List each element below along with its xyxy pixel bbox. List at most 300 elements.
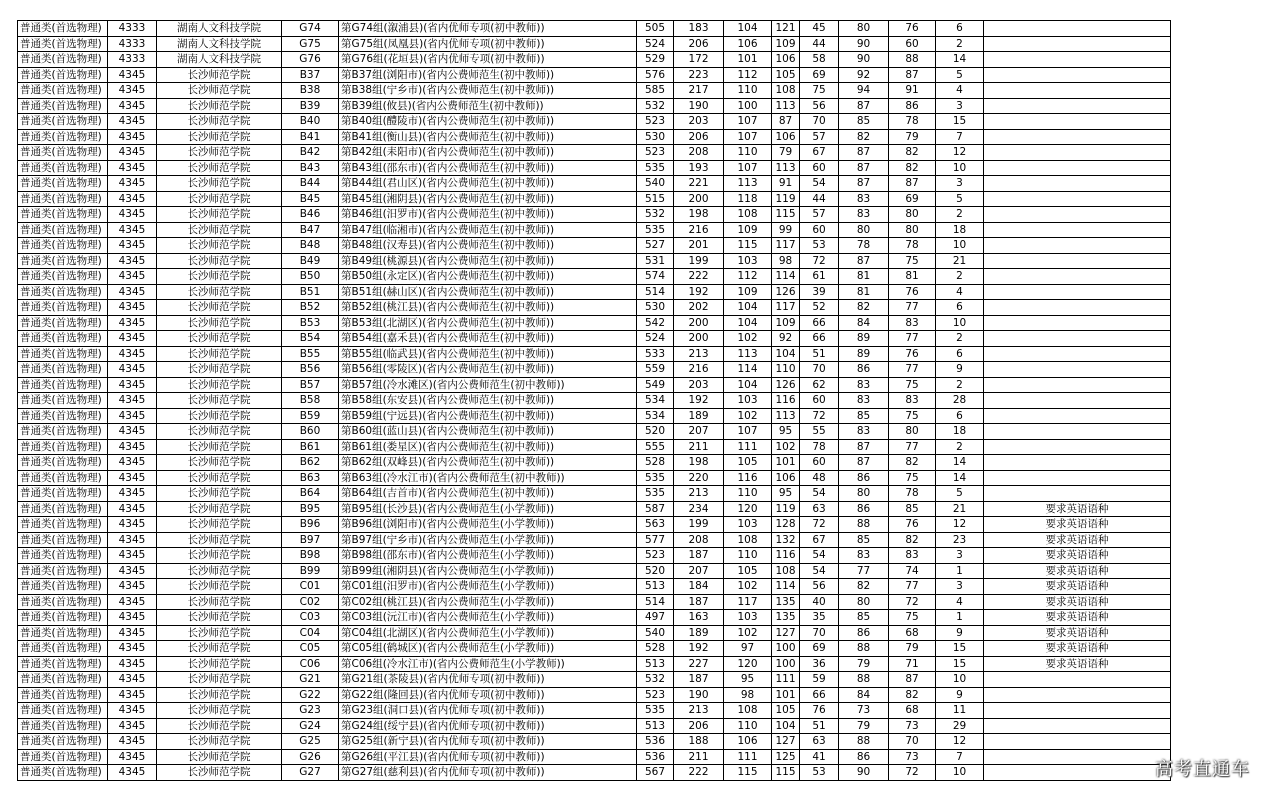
cell-remark	[984, 145, 1171, 161]
cell-physics: 60	[800, 222, 839, 238]
cell-plan-count: 2	[936, 207, 984, 223]
cell-physics: 72	[800, 253, 839, 269]
cell-remark	[984, 36, 1171, 52]
cell-foreign-lang: 135	[772, 594, 800, 610]
cell-plan-count: 15	[936, 641, 984, 657]
cell-min-score: 514	[637, 284, 674, 300]
cell-min-score: 559	[637, 362, 674, 378]
cell-subject1: 90	[839, 52, 889, 68]
cell-category: 普通类(首选物理)	[18, 67, 108, 83]
cell-subject1: 89	[839, 331, 889, 347]
cell-school-code: 4345	[108, 517, 157, 533]
table-row	[18, 486, 1171, 502]
cell-school-code: 4345	[108, 346, 157, 362]
cell-school-name: 长沙师范学院	[157, 222, 282, 238]
cell-math: 108	[724, 207, 772, 223]
cell-remark	[984, 672, 1171, 688]
cell-category: 普通类(首选物理)	[18, 749, 108, 765]
cell-min-score: 587	[637, 501, 674, 517]
table-row	[18, 129, 1171, 145]
cell-chinese: 172	[674, 52, 724, 68]
cell-subject1: 87	[839, 145, 889, 161]
cell-chinese: 189	[674, 408, 724, 424]
cell-category: 普通类(首选物理)	[18, 377, 108, 393]
table-row	[18, 687, 1171, 703]
cell-chinese: 234	[674, 501, 724, 517]
cell-physics: 70	[800, 114, 839, 130]
cell-school-code: 4345	[108, 253, 157, 269]
cell-math: 102	[724, 408, 772, 424]
cell-plan-count: 14	[936, 455, 984, 471]
cell-group-name: 第B49组(桃源县)(省内公费师范生(初中教师))	[339, 253, 637, 269]
cell-foreign-lang: 92	[772, 331, 800, 347]
cell-group-code: G75	[282, 36, 339, 52]
cell-physics: 60	[800, 455, 839, 471]
table-row	[18, 331, 1171, 347]
cell-group-code: B41	[282, 129, 339, 145]
cell-remark	[984, 207, 1171, 223]
cell-subject1: 88	[839, 641, 889, 657]
cell-foreign-lang: 117	[772, 300, 800, 316]
cell-remark	[984, 176, 1171, 192]
cell-physics: 58	[800, 52, 839, 68]
cell-group-name: 第B57组(冷水滩区)(省内公费师范生(初中教师))	[339, 377, 637, 393]
cell-plan-count: 15	[936, 114, 984, 130]
cell-physics: 54	[800, 176, 839, 192]
cell-subject1: 78	[839, 238, 889, 254]
cell-physics: 66	[800, 331, 839, 347]
cell-school-code: 4345	[108, 749, 157, 765]
cell-school-code: 4345	[108, 625, 157, 641]
cell-group-code: G27	[282, 765, 339, 781]
cell-remark: 要求英语语种	[984, 501, 1171, 517]
cell-group-code: G26	[282, 749, 339, 765]
cell-subject2: 87	[889, 672, 936, 688]
cell-group-name: 第G23组(洞口县)(省内优师专项(初中教师))	[339, 703, 637, 719]
cell-category: 普通类(首选物理)	[18, 315, 108, 331]
cell-subject2: 68	[889, 703, 936, 719]
table-row	[18, 52, 1171, 68]
cell-physics: 54	[800, 486, 839, 502]
cell-group-code: B54	[282, 331, 339, 347]
cell-subject2: 78	[889, 238, 936, 254]
cell-plan-count: 9	[936, 362, 984, 378]
cell-school-code: 4345	[108, 83, 157, 99]
cell-group-code: B39	[282, 98, 339, 114]
cell-subject2: 77	[889, 579, 936, 595]
cell-physics: 51	[800, 718, 839, 734]
cell-group-code: B96	[282, 517, 339, 533]
cell-plan-count: 7	[936, 129, 984, 145]
cell-chinese: 187	[674, 672, 724, 688]
cell-school-name: 长沙师范学院	[157, 114, 282, 130]
cell-category: 普通类(首选物理)	[18, 21, 108, 37]
cell-foreign-lang: 116	[772, 393, 800, 409]
cell-school-name: 长沙师范学院	[157, 703, 282, 719]
cell-subject1: 94	[839, 83, 889, 99]
cell-category: 普通类(首选物理)	[18, 486, 108, 502]
cell-school-code: 4345	[108, 284, 157, 300]
cell-chinese: 193	[674, 160, 724, 176]
cell-physics: 52	[800, 300, 839, 316]
table-row	[18, 98, 1171, 114]
cell-min-score: 532	[637, 98, 674, 114]
cell-foreign-lang: 95	[772, 424, 800, 440]
cell-chinese: 221	[674, 176, 724, 192]
cell-chinese: 183	[674, 21, 724, 37]
cell-min-score: 535	[637, 222, 674, 238]
cell-subject1: 83	[839, 548, 889, 564]
cell-subject1: 88	[839, 517, 889, 533]
cell-min-score: 535	[637, 703, 674, 719]
cell-subject2: 82	[889, 160, 936, 176]
cell-group-name: 第B56组(零陵区)(省内公费师范生(初中教师))	[339, 362, 637, 378]
cell-math: 110	[724, 145, 772, 161]
cell-math: 118	[724, 191, 772, 207]
cell-physics: 62	[800, 377, 839, 393]
cell-foreign-lang: 106	[772, 52, 800, 68]
cell-school-code: 4345	[108, 610, 157, 626]
cell-group-name: 第B53组(北湖区)(省内公费师范生(初中教师))	[339, 315, 637, 331]
cell-school-code: 4345	[108, 486, 157, 502]
cell-school-name: 长沙师范学院	[157, 641, 282, 657]
cell-school-code: 4333	[108, 36, 157, 52]
cell-foreign-lang: 100	[772, 656, 800, 672]
cell-subject2: 75	[889, 253, 936, 269]
cell-plan-count: 29	[936, 718, 984, 734]
cell-remark	[984, 67, 1171, 83]
cell-foreign-lang: 115	[772, 207, 800, 223]
cell-group-name: 第G22组(隆回县)(省内优师专项(初中教师))	[339, 687, 637, 703]
cell-subject2: 82	[889, 145, 936, 161]
cell-remark	[984, 687, 1171, 703]
cell-group-code: C05	[282, 641, 339, 657]
cell-math: 102	[724, 579, 772, 595]
cell-group-name: 第B40组(醴陵市)(省内公费师范生(初中教师))	[339, 114, 637, 130]
cell-physics: 55	[800, 424, 839, 440]
cell-min-score: 513	[637, 579, 674, 595]
cell-subject1: 88	[839, 672, 889, 688]
cell-category: 普通类(首选物理)	[18, 579, 108, 595]
cell-chinese: 198	[674, 455, 724, 471]
cell-chinese: 207	[674, 563, 724, 579]
cell-min-score: 505	[637, 21, 674, 37]
cell-remark: 要求英语语种	[984, 579, 1171, 595]
cell-foreign-lang: 105	[772, 703, 800, 719]
cell-plan-count: 4	[936, 594, 984, 610]
table-row	[18, 222, 1171, 238]
cell-remark	[984, 718, 1171, 734]
cell-subject1: 87	[839, 439, 889, 455]
cell-school-code: 4345	[108, 207, 157, 223]
cell-group-code: B37	[282, 67, 339, 83]
cell-chinese: 192	[674, 284, 724, 300]
cell-category: 普通类(首选物理)	[18, 269, 108, 285]
cell-group-name: 第B41组(衡山县)(省内公费师范生(初中教师))	[339, 129, 637, 145]
cell-foreign-lang: 87	[772, 114, 800, 130]
cell-school-code: 4345	[108, 160, 157, 176]
cell-school-code: 4345	[108, 718, 157, 734]
cell-plan-count: 6	[936, 21, 984, 37]
cell-remark	[984, 408, 1171, 424]
cell-physics: 69	[800, 641, 839, 657]
cell-min-score: 577	[637, 532, 674, 548]
cell-group-name: 第B43组(邵东市)(省内公费师范生(初中教师))	[339, 160, 637, 176]
cell-category: 普通类(首选物理)	[18, 191, 108, 207]
cell-math: 98	[724, 687, 772, 703]
cell-group-name: 第B54组(嘉禾县)(省内公费师范生(初中教师))	[339, 331, 637, 347]
cell-foreign-lang: 115	[772, 765, 800, 781]
table-row	[18, 470, 1171, 486]
cell-subject2: 80	[889, 424, 936, 440]
cell-foreign-lang: 125	[772, 749, 800, 765]
cell-min-score: 524	[637, 331, 674, 347]
cell-school-code: 4345	[108, 393, 157, 409]
cell-math: 110	[724, 486, 772, 502]
cell-physics: 78	[800, 439, 839, 455]
cell-school-code: 4345	[108, 532, 157, 548]
cell-group-code: G22	[282, 687, 339, 703]
cell-school-code: 4345	[108, 238, 157, 254]
cell-subject2: 77	[889, 300, 936, 316]
cell-subject1: 88	[839, 734, 889, 750]
cell-remark	[984, 331, 1171, 347]
cell-physics: 66	[800, 687, 839, 703]
cell-foreign-lang: 113	[772, 408, 800, 424]
cell-subject1: 87	[839, 455, 889, 471]
cell-foreign-lang: 114	[772, 579, 800, 595]
cell-plan-count: 9	[936, 687, 984, 703]
cell-chinese: 206	[674, 718, 724, 734]
cell-physics: 36	[800, 656, 839, 672]
cell-plan-count: 14	[936, 470, 984, 486]
cell-subject2: 85	[889, 501, 936, 517]
cell-category: 普通类(首选物理)	[18, 610, 108, 626]
cell-school-name: 长沙师范学院	[157, 579, 282, 595]
cell-remark	[984, 377, 1171, 393]
cell-min-score: 523	[637, 548, 674, 564]
cell-subject1: 86	[839, 470, 889, 486]
cell-math: 113	[724, 176, 772, 192]
cell-school-code: 4345	[108, 470, 157, 486]
cell-school-name: 长沙师范学院	[157, 377, 282, 393]
table-row	[18, 672, 1171, 688]
cell-subject2: 75	[889, 610, 936, 626]
cell-school-name: 长沙师范学院	[157, 238, 282, 254]
cell-subject2: 75	[889, 377, 936, 393]
cell-category: 普通类(首选物理)	[18, 346, 108, 362]
cell-group-name: 第G27组(慈利县)(省内优师专项(初中教师))	[339, 765, 637, 781]
cell-plan-count: 23	[936, 532, 984, 548]
cell-subject2: 80	[889, 222, 936, 238]
cell-school-name: 长沙师范学院	[157, 548, 282, 564]
cell-math: 107	[724, 424, 772, 440]
table-row	[18, 145, 1171, 161]
cell-physics: 57	[800, 129, 839, 145]
cell-min-score: 531	[637, 253, 674, 269]
cell-category: 普通类(首选物理)	[18, 656, 108, 672]
cell-group-name: 第B59组(宁远县)(省内公费师范生(初中教师))	[339, 408, 637, 424]
cell-group-name: 第G74组(溆浦县)(省内优师专项(初中教师))	[339, 21, 637, 37]
cell-chinese: 222	[674, 269, 724, 285]
cell-foreign-lang: 99	[772, 222, 800, 238]
cell-school-code: 4345	[108, 362, 157, 378]
cell-group-code: C01	[282, 579, 339, 595]
cell-math: 97	[724, 641, 772, 657]
cell-math: 114	[724, 362, 772, 378]
cell-group-code: B43	[282, 160, 339, 176]
cell-category: 普通类(首选物理)	[18, 625, 108, 641]
cell-group-name: 第B99组(湘阴县)(省内公费师范生(小学教师))	[339, 563, 637, 579]
cell-subject2: 75	[889, 408, 936, 424]
cell-category: 普通类(首选物理)	[18, 176, 108, 192]
cell-category: 普通类(首选物理)	[18, 36, 108, 52]
table-row	[18, 563, 1171, 579]
cell-category: 普通类(首选物理)	[18, 362, 108, 378]
cell-plan-count: 7	[936, 749, 984, 765]
cell-min-score: 523	[637, 114, 674, 130]
cell-category: 普通类(首选物理)	[18, 439, 108, 455]
cell-physics: 56	[800, 98, 839, 114]
cell-group-name: 第B95组(长沙县)(省内公费师范生(小学教师))	[339, 501, 637, 517]
cell-foreign-lang: 79	[772, 145, 800, 161]
cell-physics: 39	[800, 284, 839, 300]
cell-min-score: 513	[637, 656, 674, 672]
table-row	[18, 253, 1171, 269]
cell-group-code: C06	[282, 656, 339, 672]
cell-remark	[984, 315, 1171, 331]
cell-subject1: 80	[839, 222, 889, 238]
cell-math: 104	[724, 377, 772, 393]
cell-category: 普通类(首选物理)	[18, 129, 108, 145]
cell-category: 普通类(首选物理)	[18, 331, 108, 347]
cell-category: 普通类(首选物理)	[18, 222, 108, 238]
cell-min-score: 523	[637, 687, 674, 703]
cell-school-code: 4345	[108, 641, 157, 657]
cell-plan-count: 3	[936, 579, 984, 595]
cell-group-name: 第B55组(临武县)(省内公费师范生(初中教师))	[339, 346, 637, 362]
cell-group-code: B49	[282, 253, 339, 269]
cell-plan-count: 10	[936, 672, 984, 688]
cell-foreign-lang: 117	[772, 238, 800, 254]
cell-subject1: 83	[839, 207, 889, 223]
table-row	[18, 703, 1171, 719]
cell-school-code: 4345	[108, 191, 157, 207]
cell-school-name: 长沙师范学院	[157, 610, 282, 626]
cell-remark: 要求英语语种	[984, 641, 1171, 657]
cell-foreign-lang: 106	[772, 470, 800, 486]
cell-remark: 要求英语语种	[984, 517, 1171, 533]
cell-foreign-lang: 135	[772, 610, 800, 626]
cell-remark	[984, 114, 1171, 130]
cell-school-code: 4345	[108, 98, 157, 114]
table-body	[18, 21, 1171, 781]
table-row	[18, 548, 1171, 564]
cell-math: 116	[724, 470, 772, 486]
cell-plan-count: 21	[936, 253, 984, 269]
cell-school-code: 4345	[108, 129, 157, 145]
cell-school-name: 长沙师范学院	[157, 594, 282, 610]
cell-remark	[984, 269, 1171, 285]
cell-physics: 63	[800, 501, 839, 517]
cell-plan-count: 10	[936, 238, 984, 254]
cell-school-name: 长沙师范学院	[157, 455, 282, 471]
cell-physics: 70	[800, 625, 839, 641]
cell-chinese: 216	[674, 362, 724, 378]
cell-school-code: 4345	[108, 67, 157, 83]
cell-plan-count: 4	[936, 284, 984, 300]
cell-category: 普通类(首选物理)	[18, 501, 108, 517]
cell-physics: 63	[800, 734, 839, 750]
cell-school-name: 湖南人文科技学院	[157, 36, 282, 52]
cell-foreign-lang: 127	[772, 734, 800, 750]
cell-category: 普通类(首选物理)	[18, 238, 108, 254]
cell-group-code: G23	[282, 703, 339, 719]
cell-group-code: G25	[282, 734, 339, 750]
cell-category: 普通类(首选物理)	[18, 641, 108, 657]
cell-chinese: 211	[674, 439, 724, 455]
cell-subject1: 87	[839, 98, 889, 114]
cell-category: 普通类(首选物理)	[18, 672, 108, 688]
cell-plan-count: 2	[936, 439, 984, 455]
cell-chinese: 213	[674, 346, 724, 362]
cell-school-name: 长沙师范学院	[157, 346, 282, 362]
cell-chinese: 208	[674, 532, 724, 548]
cell-chinese: 184	[674, 579, 724, 595]
cell-subject2: 77	[889, 439, 936, 455]
cell-foreign-lang: 98	[772, 253, 800, 269]
cell-min-score: 542	[637, 315, 674, 331]
cell-school-code: 4345	[108, 656, 157, 672]
cell-physics: 67	[800, 532, 839, 548]
cell-subject2: 69	[889, 191, 936, 207]
cell-subject1: 82	[839, 579, 889, 595]
cell-remark	[984, 362, 1171, 378]
cell-category: 普通类(首选物理)	[18, 300, 108, 316]
cell-group-code: G74	[282, 21, 339, 37]
cell-physics: 41	[800, 749, 839, 765]
cell-foreign-lang: 108	[772, 563, 800, 579]
cell-group-code: B50	[282, 269, 339, 285]
cell-subject1: 81	[839, 284, 889, 300]
cell-remark	[984, 222, 1171, 238]
cell-subject2: 81	[889, 269, 936, 285]
table-row	[18, 749, 1171, 765]
cell-group-name: 第G25组(新宁县)(省内优师专项(初中教师))	[339, 734, 637, 750]
cell-math: 115	[724, 238, 772, 254]
cell-category: 普通类(首选物理)	[18, 563, 108, 579]
cell-chinese: 220	[674, 470, 724, 486]
cell-min-score: 534	[637, 408, 674, 424]
cell-min-score: 540	[637, 625, 674, 641]
cell-math: 108	[724, 703, 772, 719]
cell-math: 108	[724, 532, 772, 548]
cell-category: 普通类(首选物理)	[18, 98, 108, 114]
cell-physics: 35	[800, 610, 839, 626]
cell-subject1: 83	[839, 393, 889, 409]
cell-remark	[984, 21, 1171, 37]
cell-remark: 要求英语语种	[984, 532, 1171, 548]
cell-group-name: 第B97组(宁乡市)(省内公费师范生(小学教师))	[339, 532, 637, 548]
cell-foreign-lang: 132	[772, 532, 800, 548]
cell-physics: 40	[800, 594, 839, 610]
cell-subject1: 86	[839, 362, 889, 378]
cell-category: 普通类(首选物理)	[18, 517, 108, 533]
cell-subject1: 83	[839, 377, 889, 393]
cell-category: 普通类(首选物理)	[18, 52, 108, 68]
cell-subject1: 87	[839, 160, 889, 176]
cell-school-name: 湖南人文科技学院	[157, 52, 282, 68]
